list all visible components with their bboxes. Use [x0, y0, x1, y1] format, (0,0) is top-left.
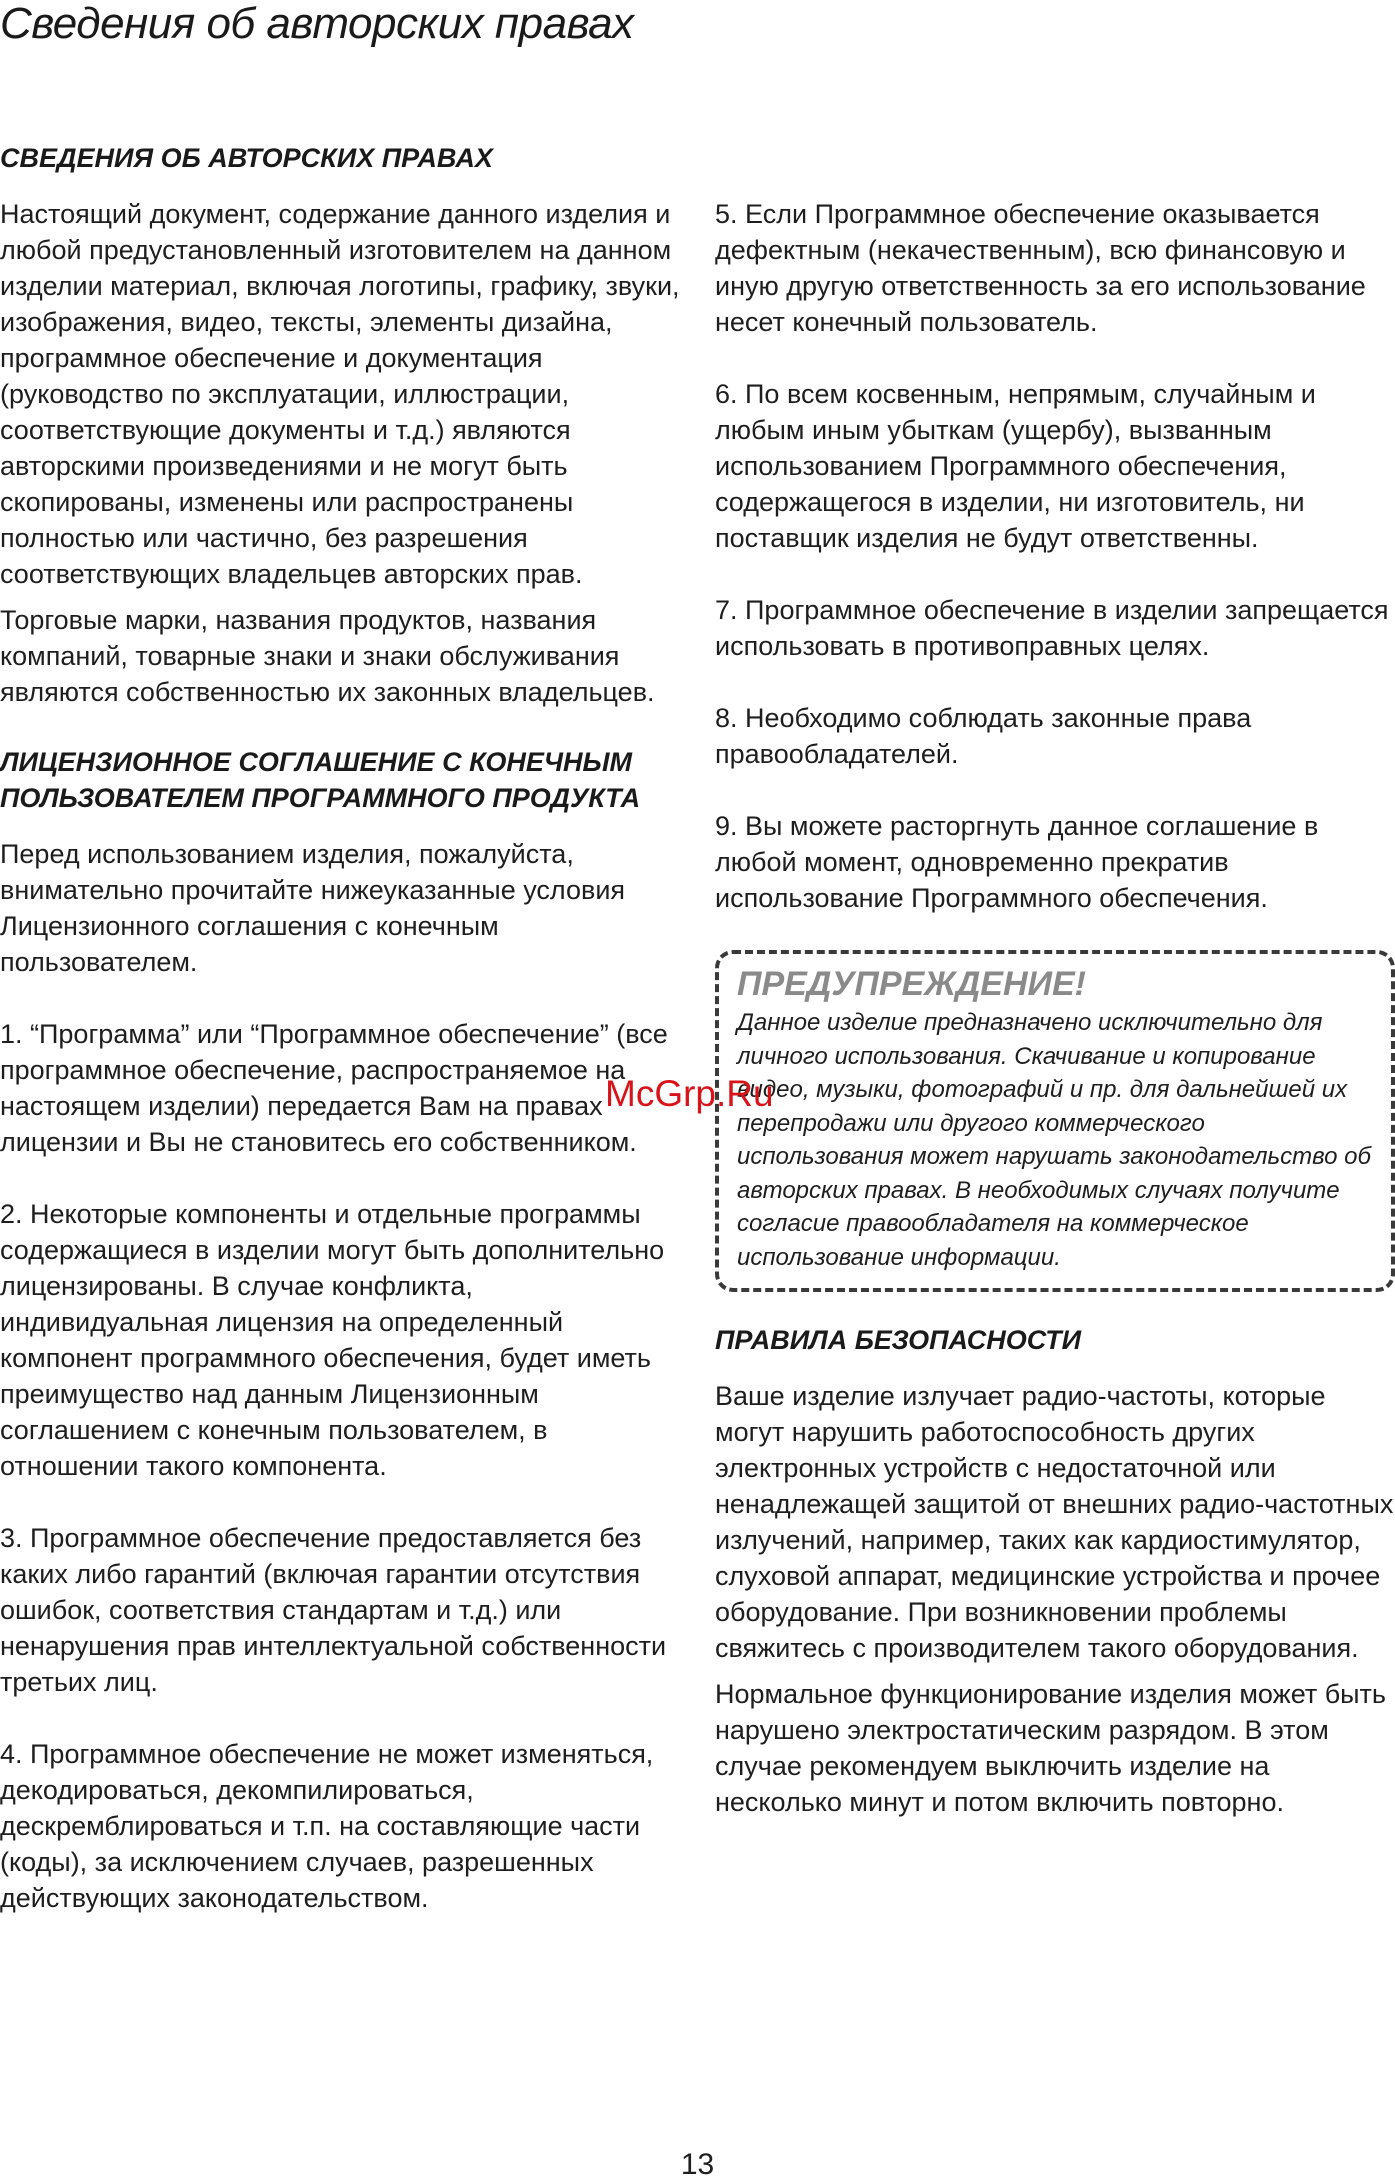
safety-section-title: ПРАВИЛА БЕЗОПАСНОСТИ	[715, 1325, 1082, 1355]
license-section-title: ЛИЦЕНЗИОННОЕ СОГЛАШЕНИЕ С КОНЕЧНЫМ ПОЛЬЗОВАТЕЛЕМ ПРОГРАММНОГО ПРОДУКТА	[0, 747, 641, 813]
license-item-9: 9. Вы можете расторгнуть данное соглашение в любой момент, одновременно прекратив использование Программного обеспечения.	[715, 811, 1319, 913]
license-item-3: 3. Программное обеспечение предоставляется без каких либо гарантий (включая гарантии отсутствия ошибок, соответствия стандартам и т.д.) или ненарушения прав интеллектуальной собственности третьих лиц.	[0, 1523, 667, 1697]
license-item-8: 8. Необходимо соблюдать законные права правообладателей.	[715, 703, 1252, 769]
safety-paragraph-2: Нормальное функционирование изделия может быть нарушено электростатическим разрядом. В этом случае рекомендуем выключить изделие на несколько минут и потом включить повторно.	[715, 1679, 1386, 1817]
copyright-section-title: СВЕДЕНИЯ ОБ АВТОРСКИХ ПРАВАХ	[0, 143, 493, 173]
license-item-1: 1. “Программа” или “Программное обеспечение” (все программное обеспечение, распространяемое на настоящем изделии) передается Вам на правах лицензии и Вы не становитесь его собственником.	[0, 1019, 668, 1157]
page-title: Сведения об авторских правах	[0, 0, 634, 48]
warning-title: ПРЕДУПРЕЖДЕНИЕ!	[737, 965, 1086, 1003]
license-item-4: 4. Программное обеспечение не может изменяться, декодироваться, декомпилироваться, дескремблироваться и т.п. на составляющие части (коды), за исключением случаев, разрешенных действующих законодательством.	[0, 1739, 654, 1913]
watermark: McGrp.Ru	[605, 1073, 774, 1114]
license-item-5: 5. Если Программное обеспечение оказывается дефектным (некачественным), всю финансовую и иную другую ответственность за его использование несет конечный пользователь.	[715, 199, 1366, 337]
page-number: 13	[680, 2148, 715, 2181]
warning-text: Данное изделие предназначено исключительно для личного использования. Скачивание и копирование видео, музыки, фотографий и пр. для дальнейшей их перепродажи или другого коммерческого использования может нарушать законодательство об авторских правах. В необходимых случаях получите согласие правообладателя на коммерческое использование информации.	[737, 1009, 1371, 1271]
trademarks-paragraph: Торговые марки, названия продуктов, названия компаний, товарные знаки и знаки обслуживания являются собственностью их законных владельцев.	[0, 605, 655, 707]
license-item-6: 6. По всем косвенным, непрямым, случайным и любым иным убыткам (ущербу), вызванным использованием Программного обеспечения, содержащегося в изделии, ни изготовитель, ни поставщик изделия не будут ответственны.	[715, 379, 1316, 553]
safety-paragraph-1: Ваше изделие излучает радио-частоты, которые могут нарушить работоспособность других электронных устройств с недостаточной или ненадлежащей защитой от внешних радио-частотных излучений, например, таких как кардиостимулятор, слуховой аппарат, медицинские устройства и прочее оборудование. При возникновении проблемы свяжитесь с производителем такого оборудования.	[715, 1381, 1394, 1663]
license-item-2: 2. Некоторые компоненты и отдельные программы содержащиеся в изделии могут быть дополнительно лицензированы. В случае конфликта, индивидуальная лицензия на определенный компонент программного обеспечения, будет иметь преимущество над данным Лицензионным соглашением с конечным пользователем, в отношении такого компонента.	[0, 1199, 665, 1481]
warning-box	[715, 950, 1395, 1292]
license-intro: Перед использованием изделия, пожалуйста, внимательно прочитайте нижеуказанные условия Лицензионного соглашения с конечным пользователем.	[0, 839, 626, 977]
left-column	[0, 140, 685, 1916]
copyright-paragraph: Настоящий документ, содержание данного изделия и любой предустановленный изготовителем на данном изделии материал, включая логотипы, графику, звуки, изображения, видео, тексты, элементы дизайна, программное обеспечение и документация (руководство по эксплуатации, иллюстрации, соответствующие документы и т.д.) являются авторскими произведениями и не могут быть скопированы, изменены или распространены полностью или частично, без разрешения соответствующих владельцев авторских прав.	[0, 199, 680, 589]
license-item-7: 7. Программное обеспечение в изделии запрещается использовать в противоправных целях.	[715, 595, 1389, 661]
right-column	[715, 196, 1395, 1820]
